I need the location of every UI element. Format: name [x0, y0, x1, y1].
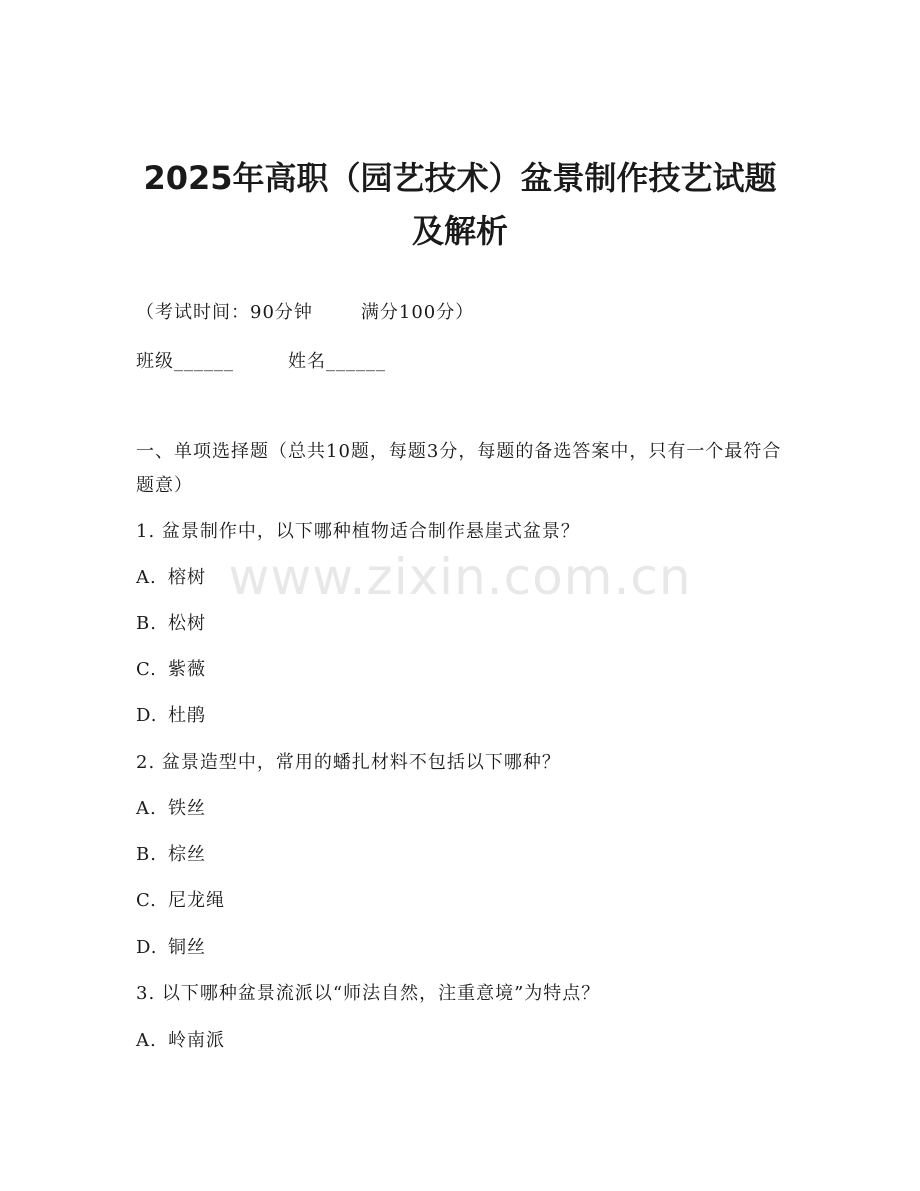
class-field: 班级______: [136, 351, 234, 372]
option-letter: C.: [136, 659, 157, 680]
question-stem: 2. 盆景造型中，常用的蟠扎材料不包括以下哪种？: [136, 752, 561, 773]
option-text: 铁丝: [168, 798, 206, 819]
question-stem: 3. 以下哪种盆景流派以“师法自然，注重意境”为特点？: [136, 983, 601, 1004]
option-letter: D.: [136, 705, 158, 726]
option-item: [136, 1028, 225, 1054]
option-item: [136, 935, 206, 961]
watermark: www.zixin.com.cn: [228, 548, 692, 606]
option-letter: A.: [136, 1030, 157, 1051]
option-text: 松树: [168, 613, 206, 634]
option-text: 榕树: [168, 567, 206, 588]
option-text: 尼龙绳: [168, 890, 225, 911]
document-title-line2: 及解析: [411, 212, 508, 250]
option-text: 棕丝: [168, 844, 206, 865]
option-letter: C.: [136, 890, 157, 911]
option-letter: A.: [136, 567, 157, 588]
student-info: [136, 349, 386, 375]
question-stem: 1. 盆景制作中，以下哪种植物适合制作悬崖式盆景？: [136, 521, 580, 542]
option-text: 岭南派: [168, 1030, 225, 1051]
option-letter: B.: [136, 613, 157, 634]
option-item: [136, 842, 206, 868]
option-text: 杜鹃: [168, 705, 206, 726]
option-item: [136, 657, 206, 683]
option-letter: B.: [136, 844, 157, 865]
option-item: [136, 565, 206, 591]
option-letter: A.: [136, 798, 157, 819]
option-text: 紫薇: [168, 659, 206, 680]
option-item: [136, 611, 206, 637]
option-letter: D.: [136, 937, 158, 958]
option-item: [136, 703, 206, 729]
option-text: 铜丝: [168, 937, 206, 958]
name-field: 姓名______: [288, 351, 386, 372]
option-item: [136, 796, 206, 822]
exam-time: （考试时间：90分钟: [136, 302, 313, 323]
exam-info: [136, 300, 474, 326]
document-title-line1: 2025年高职（园艺技术）盆景制作技艺试题: [143, 159, 777, 197]
option-item: [136, 888, 225, 914]
full-score: 满分100分）: [360, 302, 475, 323]
section-heading: 一、单项选择题（总共10题，每题3分，每题的备选答案中，只有一个最符合题意）: [136, 441, 782, 496]
